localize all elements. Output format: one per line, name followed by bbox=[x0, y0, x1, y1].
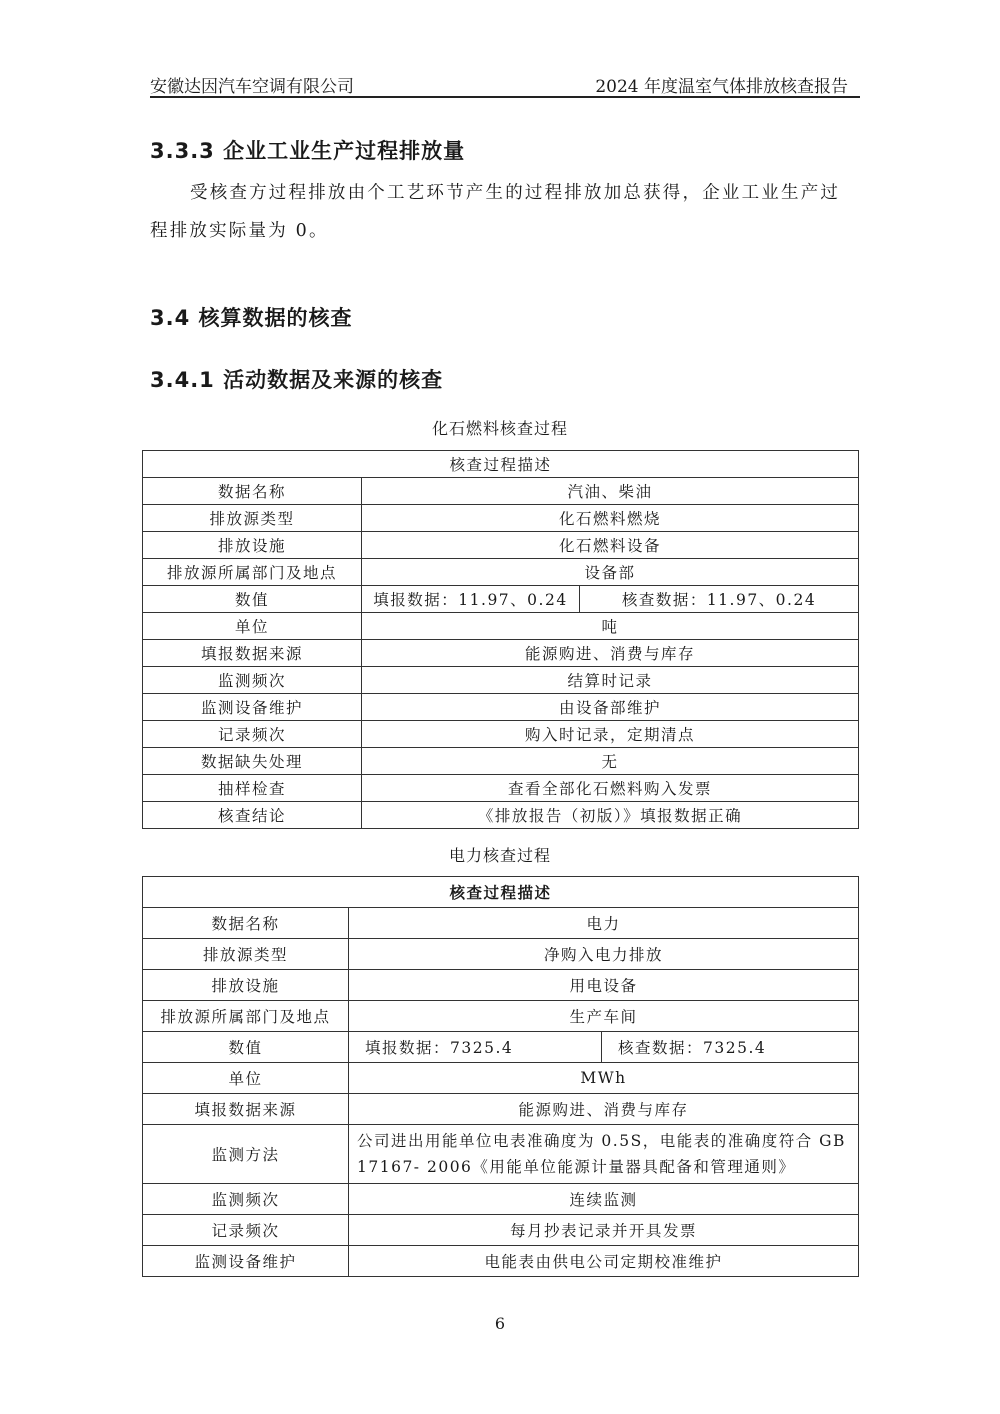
table-row bbox=[143, 970, 859, 1001]
header-report-title: 2024 年度温室气体排放核查报告 bbox=[595, 77, 848, 97]
row-label: 核查结论 bbox=[143, 802, 362, 829]
table-row bbox=[143, 1001, 859, 1032]
table-row bbox=[143, 640, 859, 667]
verified-value: 核查数据：7325.4 bbox=[602, 1032, 859, 1063]
row-value: 能源购进、消费与库存 bbox=[349, 1094, 859, 1125]
table-row bbox=[143, 939, 859, 970]
row-value: 公司进出用能单位电表准确度为 0.5S，电能表的准确度符合 GB 17167- 2006《用能单位能源计量器具配备和管理通则》 bbox=[349, 1125, 859, 1184]
reported-value: 填报数据：7325.4 bbox=[349, 1032, 602, 1063]
table-row bbox=[143, 613, 859, 640]
row-label: 数据名称 bbox=[143, 908, 349, 939]
row-label: 监测设备维护 bbox=[143, 1246, 349, 1277]
table-row bbox=[143, 1094, 859, 1125]
row-label: 单位 bbox=[143, 613, 362, 640]
table-row bbox=[143, 802, 859, 829]
row-value: 用电设备 bbox=[349, 970, 859, 1001]
table-row bbox=[143, 694, 859, 721]
row-label: 数值 bbox=[143, 586, 362, 613]
page-header bbox=[150, 70, 860, 98]
section-3-4-1-title: 3.4.1 活动数据及来源的核查 bbox=[150, 368, 444, 392]
table1-header: 核查过程描述 bbox=[143, 451, 859, 478]
row-value: 每月抄表记录并开具发票 bbox=[349, 1215, 859, 1246]
table-row bbox=[143, 532, 859, 559]
row-value: 查看全部化石燃料购入发票 bbox=[362, 775, 859, 802]
row-label: 单位 bbox=[143, 1063, 349, 1094]
row-value: 设备部 bbox=[362, 559, 859, 586]
table-row bbox=[143, 1125, 859, 1184]
table1-caption: 化石燃料核查过程 bbox=[431, 419, 568, 438]
row-label: 填报数据来源 bbox=[143, 1094, 349, 1125]
row-label: 排放设施 bbox=[143, 970, 349, 1001]
row-value: 电力 bbox=[349, 908, 859, 939]
table-row bbox=[143, 1246, 859, 1277]
row-label: 排放源所属部门及地点 bbox=[143, 559, 362, 586]
verified-value: 核查数据：11.97、0.24 bbox=[580, 586, 859, 613]
row-value: 吨 bbox=[362, 613, 859, 640]
table-row bbox=[143, 559, 859, 586]
row-label: 排放设施 bbox=[143, 532, 362, 559]
header-company: 安徽达因汽车空调有限公司 bbox=[150, 77, 354, 97]
table-row bbox=[143, 505, 859, 532]
section-3-3-3-text: 受核查方过程排放由个工艺环节产生的过程排放加总获得，企业工业生产过程排放实际量为 0。 bbox=[150, 183, 841, 241]
row-label: 数值 bbox=[143, 1032, 349, 1063]
row-value: 化石燃料设备 bbox=[362, 532, 859, 559]
table2-header: 核查过程描述 bbox=[143, 877, 859, 908]
section-3-3-3-title: 3.3.3 企业工业生产过程排放量 bbox=[150, 139, 466, 163]
table-row bbox=[143, 1184, 859, 1215]
table-row bbox=[143, 1032, 859, 1063]
page-number: 6 bbox=[494, 1314, 506, 1333]
row-value: 能源购进、消费与库存 bbox=[362, 640, 859, 667]
row-label: 监测设备维护 bbox=[143, 694, 362, 721]
row-value: MWh bbox=[349, 1063, 859, 1094]
row-value: 无 bbox=[362, 748, 859, 775]
row-label: 数据名称 bbox=[143, 478, 362, 505]
row-label: 抽样检查 bbox=[143, 775, 362, 802]
row-value: 连续监测 bbox=[349, 1184, 859, 1215]
table-row bbox=[143, 721, 859, 748]
table-row bbox=[143, 1215, 859, 1246]
row-label: 监测频次 bbox=[143, 1184, 349, 1215]
row-value: 汽油、柴油 bbox=[362, 478, 859, 505]
section-3-4-title: 3.4 核算数据的核查 bbox=[150, 306, 353, 330]
row-value: 生产车间 bbox=[349, 1001, 859, 1032]
electricity-verification-table bbox=[142, 876, 859, 1277]
table-row bbox=[143, 748, 859, 775]
row-value: 电能表由供电公司定期校准维护 bbox=[349, 1246, 859, 1277]
table-row bbox=[143, 478, 859, 505]
row-value: 净购入电力排放 bbox=[349, 939, 859, 970]
row-label: 记录频次 bbox=[143, 721, 362, 748]
row-label: 监测频次 bbox=[143, 667, 362, 694]
table-row bbox=[143, 908, 859, 939]
row-label: 监测方法 bbox=[143, 1125, 349, 1184]
row-value: 结算时记录 bbox=[362, 667, 859, 694]
row-value: 《排放报告（初版）》填报数据正确 bbox=[362, 802, 859, 829]
fossil-fuel-verification-table bbox=[142, 450, 859, 829]
row-label: 排放源类型 bbox=[143, 505, 362, 532]
row-label: 记录频次 bbox=[143, 1215, 349, 1246]
row-value: 购入时记录，定期清点 bbox=[362, 721, 859, 748]
row-label: 数据缺失处理 bbox=[143, 748, 362, 775]
row-value: 化石燃料燃烧 bbox=[362, 505, 859, 532]
table-row bbox=[143, 1063, 859, 1094]
row-value: 由设备部维护 bbox=[362, 694, 859, 721]
row-label: 排放源类型 bbox=[143, 939, 349, 970]
table-row bbox=[143, 586, 859, 613]
row-label: 填报数据来源 bbox=[143, 640, 362, 667]
table-row bbox=[143, 775, 859, 802]
table2-caption: 电力核查过程 bbox=[448, 846, 551, 865]
reported-value: 填报数据：11.97、0.24 bbox=[362, 586, 580, 613]
table-row bbox=[143, 667, 859, 694]
row-label: 排放源所属部门及地点 bbox=[143, 1001, 349, 1032]
